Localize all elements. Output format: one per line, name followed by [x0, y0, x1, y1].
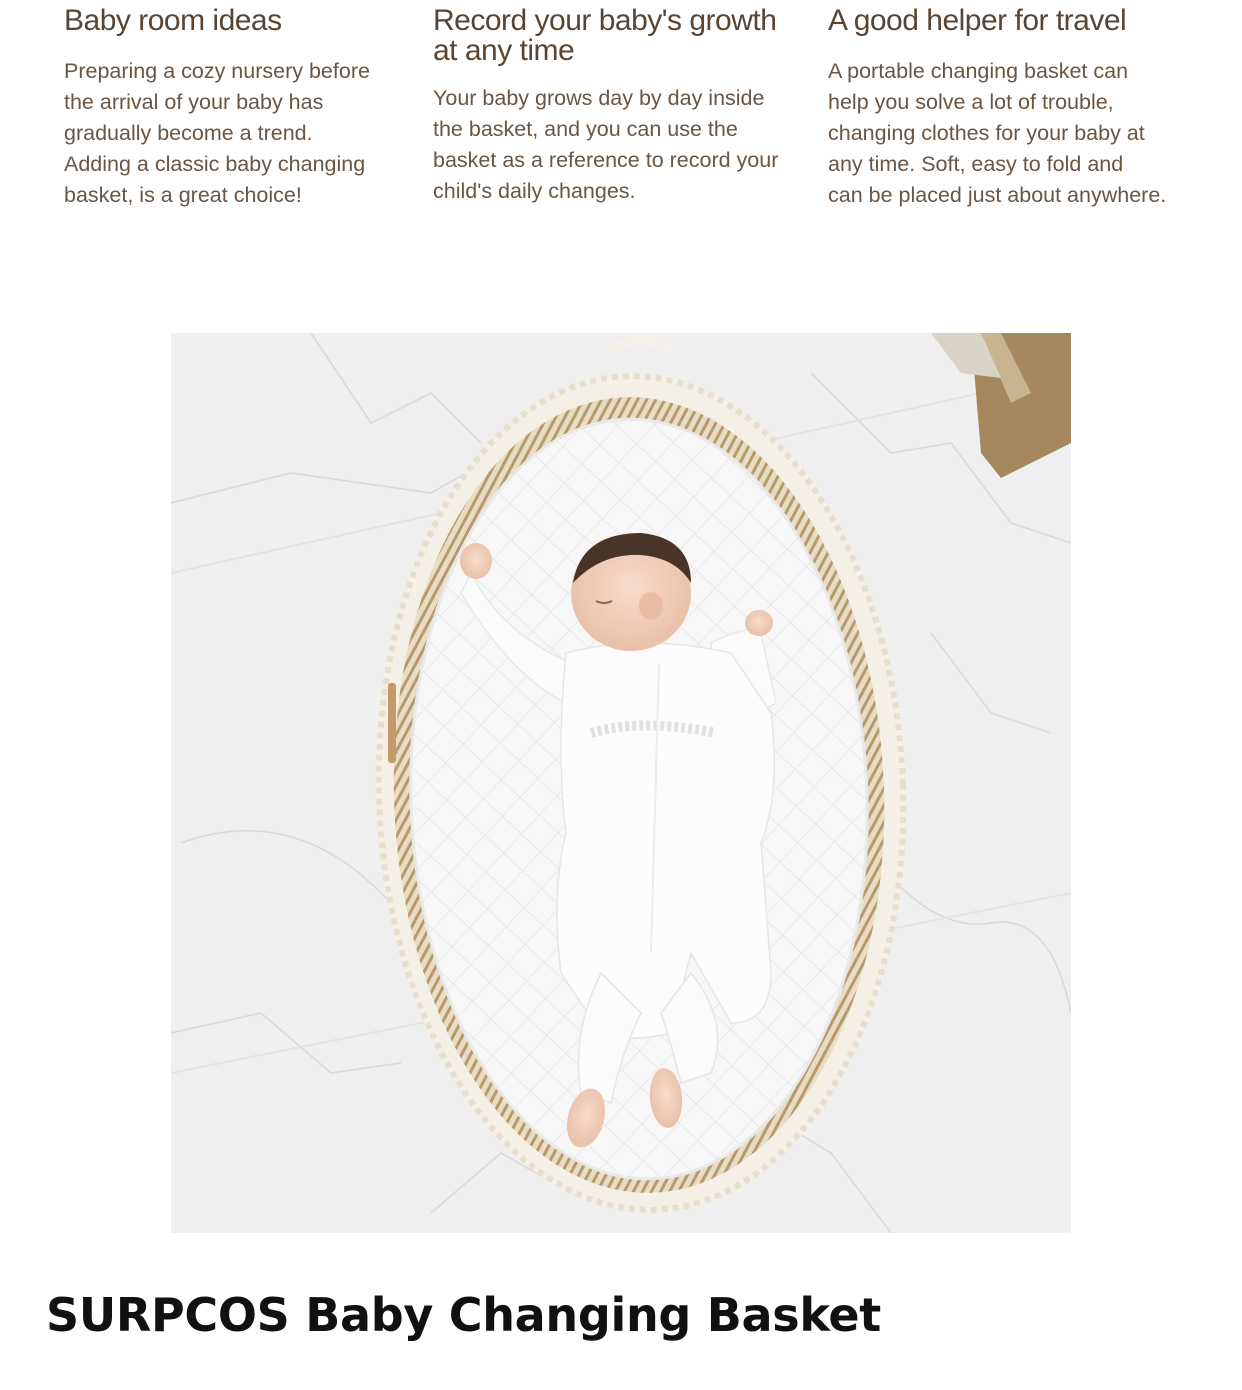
feature-title [433, 6, 813, 66]
feature-travel-helper [828, 6, 1208, 211]
feature-line: changing clothes for your baby at [828, 121, 1145, 145]
feature-baby-room-ideas [64, 6, 404, 211]
feature-line: basket, is a great choice! [64, 183, 302, 207]
feature-line: child's daily changes. [433, 179, 636, 203]
feature-line: gradually become a trend. [64, 121, 313, 145]
feature-line: Preparing a cozy nursery before [64, 59, 370, 83]
feature-line: Adding a classic baby changing [64, 152, 366, 176]
feature-description [64, 56, 404, 211]
feature-line: A portable changing basket can [828, 59, 1129, 83]
feature-highlights [0, 0, 1242, 240]
product-image[interactable] [171, 333, 1071, 1233]
feature-title: Baby room ideas [64, 4, 282, 37]
feature-title: A good helper for travel [828, 4, 1127, 37]
feature-title-line: Record your baby's growth [433, 4, 777, 37]
feature-line: the arrival of your baby has [64, 90, 324, 114]
feature-line: basket as a reference to record your [433, 148, 779, 172]
feature-line: the basket, and you can use the [433, 117, 738, 141]
product-title: SURPCOS Baby Changing Basket [46, 1288, 881, 1342]
feature-title-line: at any time [433, 34, 575, 67]
baby-in-basket-photo [171, 333, 1071, 1233]
feature-line: can be placed just about anywhere. [828, 183, 1167, 207]
feature-line: help you solve a lot of trouble, [828, 90, 1114, 114]
feature-line: any time. Soft, easy to fold and [828, 152, 1124, 176]
feature-description [828, 56, 1208, 211]
feature-record-growth [433, 6, 813, 207]
feature-description [433, 83, 813, 207]
feature-line: Your baby grows day by day inside [433, 86, 765, 110]
